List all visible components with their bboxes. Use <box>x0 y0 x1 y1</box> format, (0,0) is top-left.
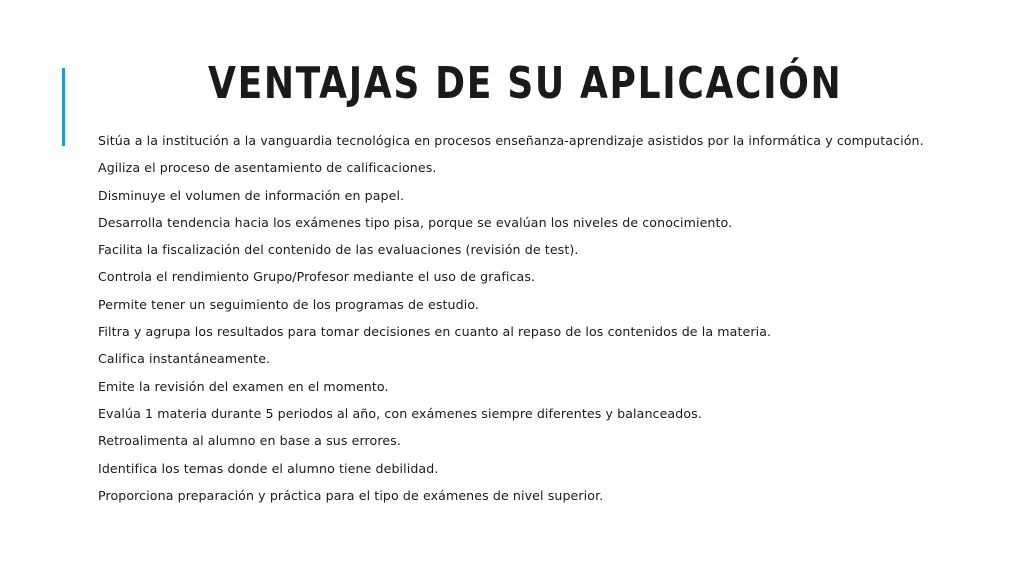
bullet-item: Emite la revisión del examen en el momento. <box>98 378 389 394</box>
bullet-item: Desarrolla tendencia hacia los exámenes tipo pisa, porque se evalúan los niveles de conocimiento. <box>98 214 733 230</box>
bullet-item: Evalúa 1 materia durante 5 periodos al año, con exámenes siempre diferentes y balanceados. <box>98 405 702 421</box>
title-accent-bar <box>62 68 65 146</box>
bullet-item: Permite tener un seguimiento de los programas de estudio. <box>98 296 480 312</box>
bullet-item: Identifica los temas donde el alumno tiene debilidad. <box>98 460 439 476</box>
slide-title: VENTAJAS DE SU APLICACIÓN <box>208 58 843 109</box>
bullet-item: Controla el rendimiento Grupo/Profesor mediante el uso de graficas. <box>98 269 536 285</box>
bullet-item: Califica instantáneamente. <box>98 351 271 367</box>
bullet-item: Agiliza el proceso de asentamiento de calificaciones. <box>98 160 437 176</box>
bullet-item: Sitúa a la institución a la vanguardia tecnológica en procesos enseñanza-aprendizaje asistidos por la informática y computación. <box>98 133 924 148</box>
bullet-list <box>98 127 998 509</box>
bullet-item: Retroalimenta al alumno en base a sus errores. <box>98 433 401 449</box>
bullet-item: Proporciona preparación y práctica para el tipo de exámenes de nivel superior. <box>98 487 604 503</box>
bullet-item: Disminuye el volumen de información en papel. <box>98 187 405 203</box>
bullet-item: Filtra y agrupa los resultados para tomar decisiones en cuanto al repaso de los contenidos de la materia. <box>98 324 772 340</box>
bullet-item: Facilita la fiscalización del contenido de las evaluaciones (revisión de test). <box>98 242 579 258</box>
